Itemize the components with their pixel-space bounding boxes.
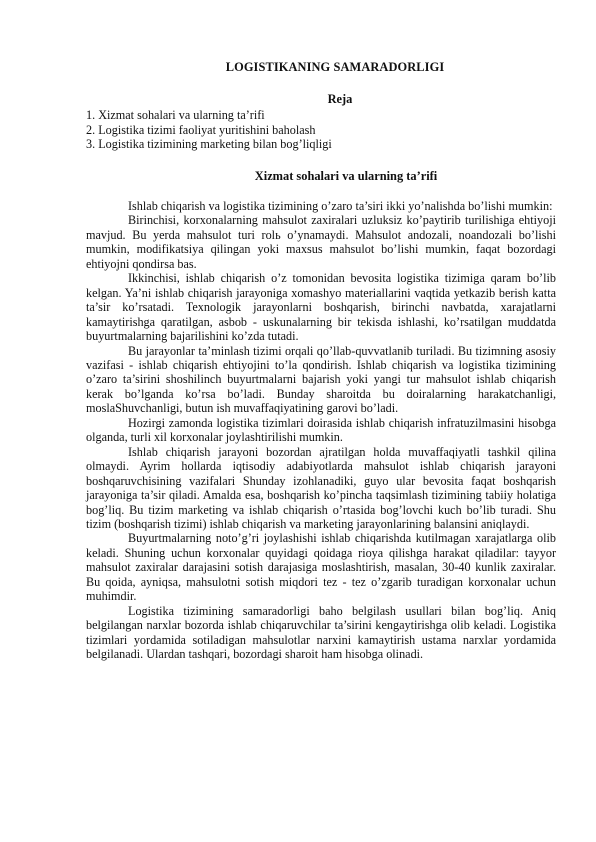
paragraph: Buyurtmalarning noto’g’ri joylashishi ishlab chiqarishda kutilmagan xarajatlarga olib keladi. Shuning uchun korxonalar quyidagi qoidaga rioya qilishga harakat qiladilar: tayyor mahsulot zaxiralar darajasini sotish darajasiga moslashtirish, masalan, 30-40 kunlik zaxiralar. Bu qoida, ayniqsa, mahsulotni sotish miqdori tez - tez o’zgarib turadigan korxonalar uchun muhimdir. (86, 531, 556, 604)
plan-item: 3. Logistika tizimining marketing bilan bog’liqligi (86, 137, 332, 152)
paragraph: Hozirgi zamonda logistika tizimlari doirasida ishlab chiqarish infratuzilmasini hisobga olganda, turli xil korxonalar joylashtirilishi mumkin. (86, 415, 556, 445)
section-heading: Xizmat sohalari va ularning ta’rifi (254, 169, 438, 183)
paragraph: Logistika tizimining samaradorligi baho belgilash usullari bilan bog’liq. Aniq belgilangan narxlar bozorda ishlab chiqaruvchilar ta’sirini kengaytirishga olib keladi. Logistika tizimlari yordamida sotiladigan mahsulotlar narxini kamaytirish ustama narxlar yordamida belgilanadi. Ulardan tashqari, bozordagi sharoit ham hisobga olinadi. (86, 603, 556, 662)
body-text (86, 199, 556, 662)
paragraph: Bu jarayonlar ta’minlash tizimi orqali qo’llab-quvvatlanib turiladi. Bu tizimning asosiy vazifasi - ishlab chiqarish ehtiyojini to’la qondirish. Ishlab chiqarish va logistika tizimining o’zaro ta’sirini shoshilinch buyurtmalarni bajarish yoki yangi tur mahsulot ishlab chiqarish kerak bo’lganda ko’rsa bo’ladi. Bunday sharoitda bu doiralarning harakatchanligi, moslaShuvchanligi, butun ish muvaffaqiyatining garovi bo’ladi. (86, 343, 556, 416)
paragraph: Ishlab chiqarish jarayoni bozordan ajratilgan holda muvaffaqiyatli tashkil qilina olmaydi. Ayrim hollarda iqtisodiy adabiyotlarda mahsulot ishlab chiqarish jarayoni boshqaruvchisining vazifalari Shunday izohlanadiki, guyo ular bevosita faqat boshqarish jarayoniga ta’sir qiladi. Amalda esa, boshqarish ko’pincha taqsimlash tizimining tabiiy holatiga bog’liq. Bu tizim marketing va ishlab chiqarish o’rtasida bog’lovchi kuch bo’lib turadi. Shu tizim (boshqarish tizimi) ishlab chiqarish va marketing jarayonlarining balansini aniqlaydi. (86, 444, 556, 531)
paragraph: Ishlab chiqarish va logistika tizimining o’zaro ta’siri ikki yo’nalishda bo’lishi mumkin: (128, 199, 553, 213)
plan-item: 2. Logistika tizimi faoliyat yuritishini baholash (86, 122, 316, 137)
plan-item: 1. Xizmat sohalari va ularning ta’rifi (86, 108, 265, 122)
paragraph: Ikkinchisi, ishlab chiqarish o’z tomonidan bevosita logistika tizimiga qaram bo’lib kelgan. Ya’ni ishlab chiqarish jarayoniga xomashyo materiallarini vaqtida yetkazib berish katta ta’sir ko’rsatadi. Texnologik jarayonlarni boshqarish, birinchi navbatda, xarajatlarni kamaytirishga qaratilgan, asbob - uskunalarning bir tekisda ishlashi, ko’rsatilgan muddatda buyurtmalarning bajarilishini ko’zda tutadi. (86, 271, 556, 344)
plan-list (86, 108, 332, 152)
plan-heading: Reja (327, 92, 353, 106)
paragraph: Birinchisi, korxonalarning mahsulot zaxiralari uzluksiz ko’paytirib turilishiga ehtiyoji mavjud. Bu yerda mahsulot turi rolь o’ynamaydi. Mahsulot andozali, noandozali bo’lishi mumkin, modifikatsiya qilingan yoki maxsus mahsulot bo’lishi mumkin, faqat bozordagi ehtiyojni qondirsa bas. (86, 213, 556, 271)
document-title: LOGISTIKANING SAMARADORLIGI (225, 60, 445, 74)
